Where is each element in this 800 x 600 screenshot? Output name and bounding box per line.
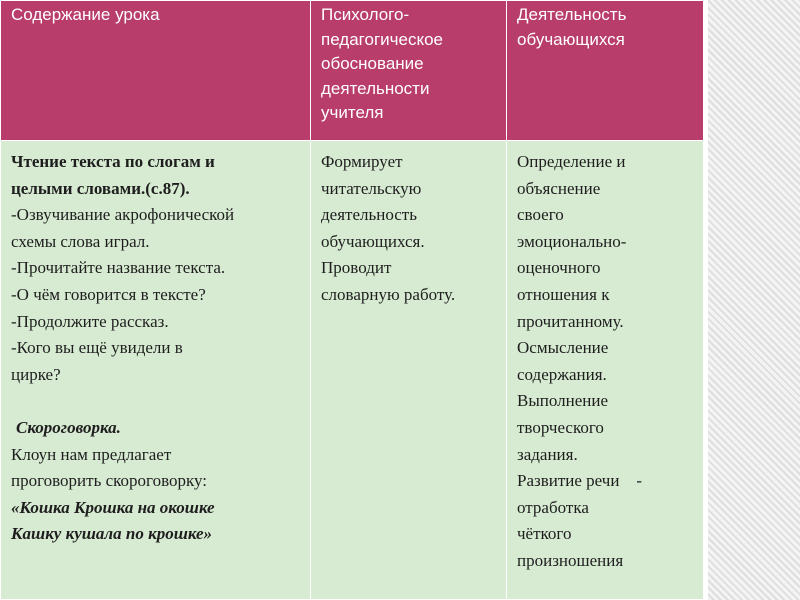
header-student-activity [507,1,704,141]
cell-lesson-content [1,141,311,600]
tongue-twister-line: Кашку кушала по крошке» [11,524,213,544]
header-lesson-content [1,1,311,141]
teacher-line: Проводит [321,258,392,278]
content-title-line: целыми словами.(с.87). [11,178,190,198]
teacher-line: словарную работу. [321,284,456,304]
student-line: Определение и [517,152,626,171]
header-line: Деятельность [517,5,627,24]
header-line: деятельности [321,78,430,98]
teacher-line: Формирует [321,152,403,171]
cell-teacher-activity [311,141,507,600]
student-line: творческого [517,417,604,437]
header-line: обоснование [321,54,424,73]
content-row [1,141,704,600]
student-line: произношения [517,550,624,570]
header-row [1,1,704,141]
tongue-twister-line: «Кошка Крошка на окошке [11,497,215,517]
student-line: отработка [517,497,589,517]
teacher-line: обучающихся. [321,231,425,251]
student-line: содержания. [517,364,607,384]
student-line: чёткого [517,524,572,544]
content-item: -Прочитайте название текста. [11,258,226,278]
content-item: -Продолжите рассказ. [11,311,169,331]
header-line: педагогическое [321,29,443,49]
content-title-line: Чтение текста по слогам и [11,152,215,171]
content-item: схемы слова играл. [11,231,150,251]
student-line: задания. [517,444,578,464]
student-line: объяснение [517,178,601,198]
student-line: Развитие речи - [517,471,643,491]
student-line: оценочного [517,258,601,278]
header-line: обучающихся [517,29,625,49]
content-item: -О чём говорится в тексте? [11,284,206,304]
student-line: отношения к [517,284,610,304]
header-line: Содержание урока [11,5,160,24]
spacer [11,388,304,415]
cell-student-activity [507,141,704,600]
header-psych-justification [311,1,507,141]
student-line: Осмысление [517,338,609,358]
student-line: эмоционально- [517,231,627,251]
student-line: Выполнение [517,391,609,411]
content-item: -Озвучивание акрофонической [11,205,235,225]
decorative-stripes [708,0,800,600]
content-item: -Кого вы ещё увидели в [11,338,183,358]
content-item: цирке? [11,364,61,384]
content-text: Клоун нам предлагает [11,444,172,464]
teacher-line: читательскую [321,178,422,198]
teacher-line: деятельность [321,205,417,225]
content-text: проговорить скороговорку: [11,471,208,491]
subtitle: Скороговорка. [16,417,121,437]
header-line: учителя [321,103,384,122]
header-line: Психолого- [321,5,410,24]
student-line: прочитанному. [517,311,624,331]
student-line: своего [517,205,564,225]
